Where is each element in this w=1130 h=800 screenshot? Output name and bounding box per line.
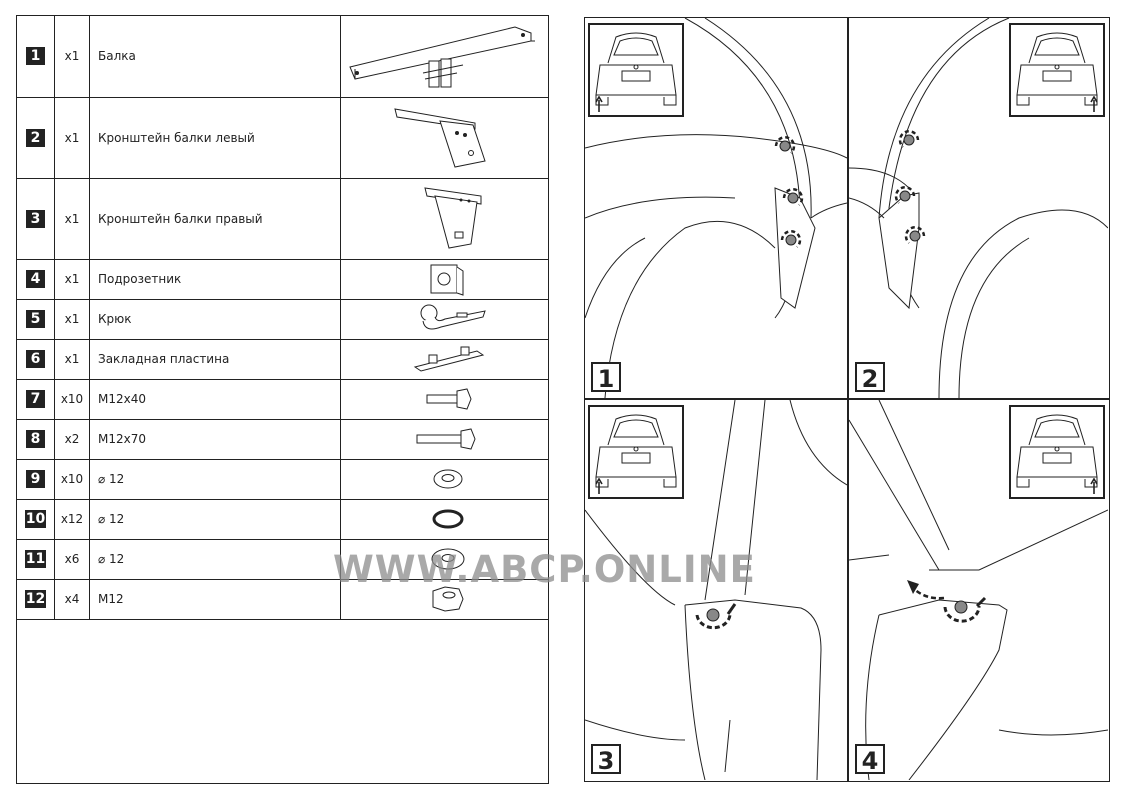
embedded-plate-icon	[341, 341, 548, 377]
installation-steps	[584, 17, 1110, 782]
part-illustration	[341, 178, 549, 259]
part-row	[17, 259, 548, 299]
part-quantity: x6	[55, 539, 90, 579]
part-row	[17, 459, 548, 499]
part-name: M12x70	[90, 419, 341, 459]
watermark: WWW.ABCP.ONLINE	[333, 548, 756, 591]
part-number-cell	[17, 259, 55, 299]
part-illustration	[341, 379, 549, 419]
part-quantity: x2	[55, 419, 90, 459]
part-name: Крюк	[90, 299, 341, 339]
part-number-cell	[17, 339, 55, 379]
part-illustration	[341, 259, 549, 299]
part-illustration	[341, 97, 549, 178]
parts-table	[17, 16, 548, 620]
part-illustration	[341, 339, 549, 379]
step-number: 4	[855, 744, 885, 774]
socket-plate-icon	[341, 261, 548, 297]
part-number-badge: 10	[25, 511, 46, 527]
part-quantity: x10	[55, 379, 90, 419]
part-quantity: x1	[55, 178, 90, 259]
part-number-badge: 8	[26, 430, 45, 448]
part-name: M12	[90, 579, 341, 619]
part-number-badge: 1	[26, 47, 45, 65]
part-row	[17, 499, 548, 539]
part-name: Закладная пластина	[90, 339, 341, 379]
right-bracket-icon	[341, 182, 548, 256]
short-bolt-icon	[341, 381, 548, 417]
tow-ball-icon	[341, 301, 548, 337]
part-name: ⌀ 12	[90, 499, 341, 539]
part-name: ⌀ 12	[90, 459, 341, 499]
part-name: Кронштейн балки правый	[90, 178, 341, 259]
part-number-cell	[17, 97, 55, 178]
part-row	[17, 16, 548, 97]
part-number-badge: 3	[26, 210, 45, 228]
part-row	[17, 339, 548, 379]
part-name: Кронштейн балки левый	[90, 97, 341, 178]
part-quantity: x1	[55, 16, 90, 97]
part-quantity: x4	[55, 579, 90, 619]
part-row	[17, 178, 548, 259]
part-number-badge: 5	[26, 310, 45, 328]
empty-row	[17, 619, 548, 620]
part-number-cell	[17, 299, 55, 339]
car-rear-thumbnail	[1009, 405, 1105, 499]
step-panel-1	[585, 18, 847, 398]
part-number-cell	[17, 379, 55, 419]
part-number-cell	[17, 579, 55, 619]
part-row	[17, 419, 548, 459]
car-rear-thumbnail	[588, 23, 684, 117]
step-panel-2	[849, 18, 1108, 398]
step-number: 2	[855, 362, 885, 392]
part-name: Балка	[90, 16, 341, 97]
left-bracket-icon	[341, 101, 548, 175]
part-number-badge: 7	[26, 390, 45, 408]
part-number-badge: 12	[25, 591, 46, 607]
part-number-cell	[17, 419, 55, 459]
part-number-badge: 9	[26, 470, 45, 488]
spring-washer-icon	[341, 501, 548, 537]
part-number-badge: 4	[26, 270, 45, 288]
part-number-badge: 11	[25, 551, 46, 567]
tow-beam-icon	[341, 19, 548, 93]
part-illustration	[341, 299, 549, 339]
part-number-cell	[17, 539, 55, 579]
part-illustration	[341, 459, 549, 499]
part-number-badge: 2	[26, 129, 45, 147]
part-number-badge: 6	[26, 350, 45, 368]
car-rear-thumbnail	[588, 405, 684, 499]
part-quantity: x10	[55, 459, 90, 499]
flat-washer-icon	[341, 461, 548, 497]
part-number-cell	[17, 178, 55, 259]
part-quantity: x12	[55, 499, 90, 539]
car-rear-icon	[590, 482, 682, 501]
part-row	[17, 379, 548, 419]
step-number: 1	[591, 362, 621, 392]
part-quantity: x1	[55, 97, 90, 178]
part-number-cell	[17, 16, 55, 97]
part-number-cell	[17, 459, 55, 499]
part-name: ⌀ 12	[90, 539, 341, 579]
part-name: Подрозетник	[90, 259, 341, 299]
part-illustration	[341, 499, 549, 539]
part-illustration	[341, 419, 549, 459]
long-bolt-icon	[341, 421, 548, 457]
part-quantity: x1	[55, 259, 90, 299]
part-number-cell	[17, 499, 55, 539]
part-row	[17, 97, 548, 178]
car-rear-icon	[590, 100, 682, 119]
part-name: M12x40	[90, 379, 341, 419]
car-rear-thumbnail	[1009, 23, 1105, 117]
part-quantity: x1	[55, 299, 90, 339]
part-quantity: x1	[55, 339, 90, 379]
part-illustration	[341, 16, 549, 97]
step-number: 3	[591, 744, 621, 774]
step-panel-4	[849, 400, 1108, 780]
parts-list	[16, 15, 549, 784]
part-row	[17, 299, 548, 339]
